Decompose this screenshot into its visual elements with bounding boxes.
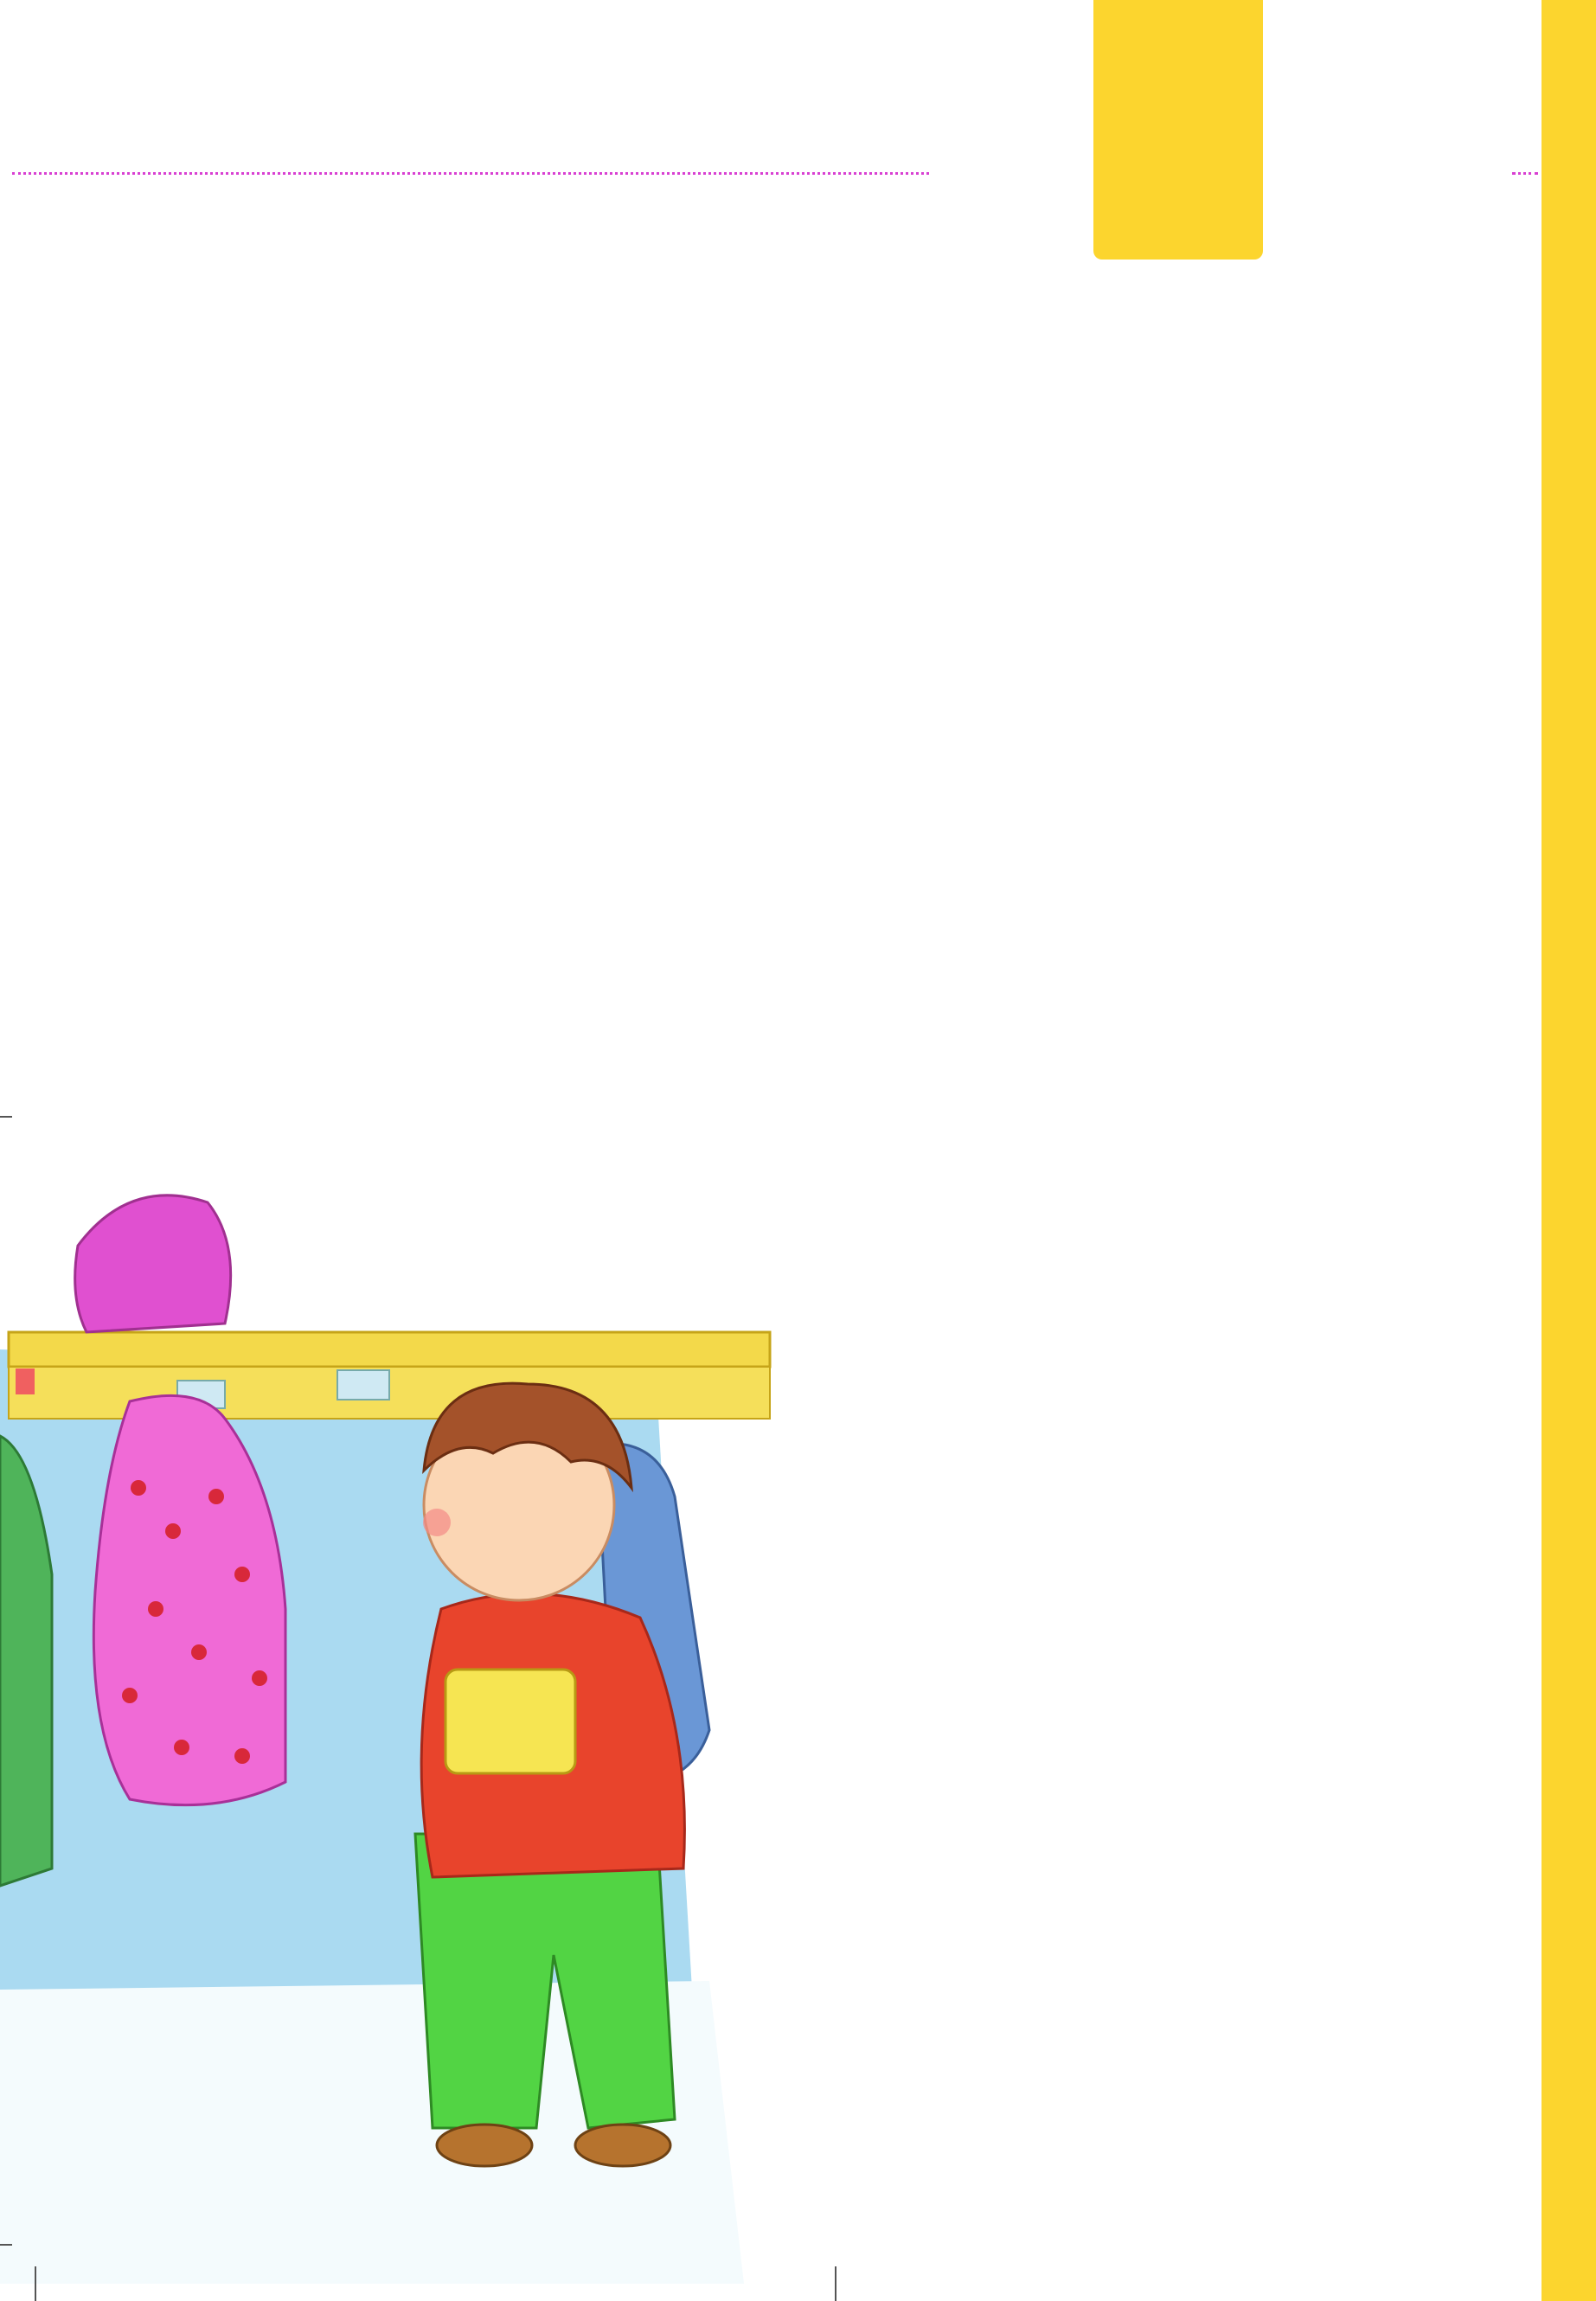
crop-mark [0,2244,12,2246]
crop-mark [35,2266,36,2301]
header-dotted-rule-right [1512,172,1538,175]
wij-badge-tab [1093,0,1263,260]
header-dotted-rule-left [12,172,929,175]
page-edge-yellow-strip [1542,0,1596,2301]
crop-mark [0,1116,12,1118]
kindergarten-illustration [0,1125,1038,2284]
crop-mark [835,2266,836,2301]
